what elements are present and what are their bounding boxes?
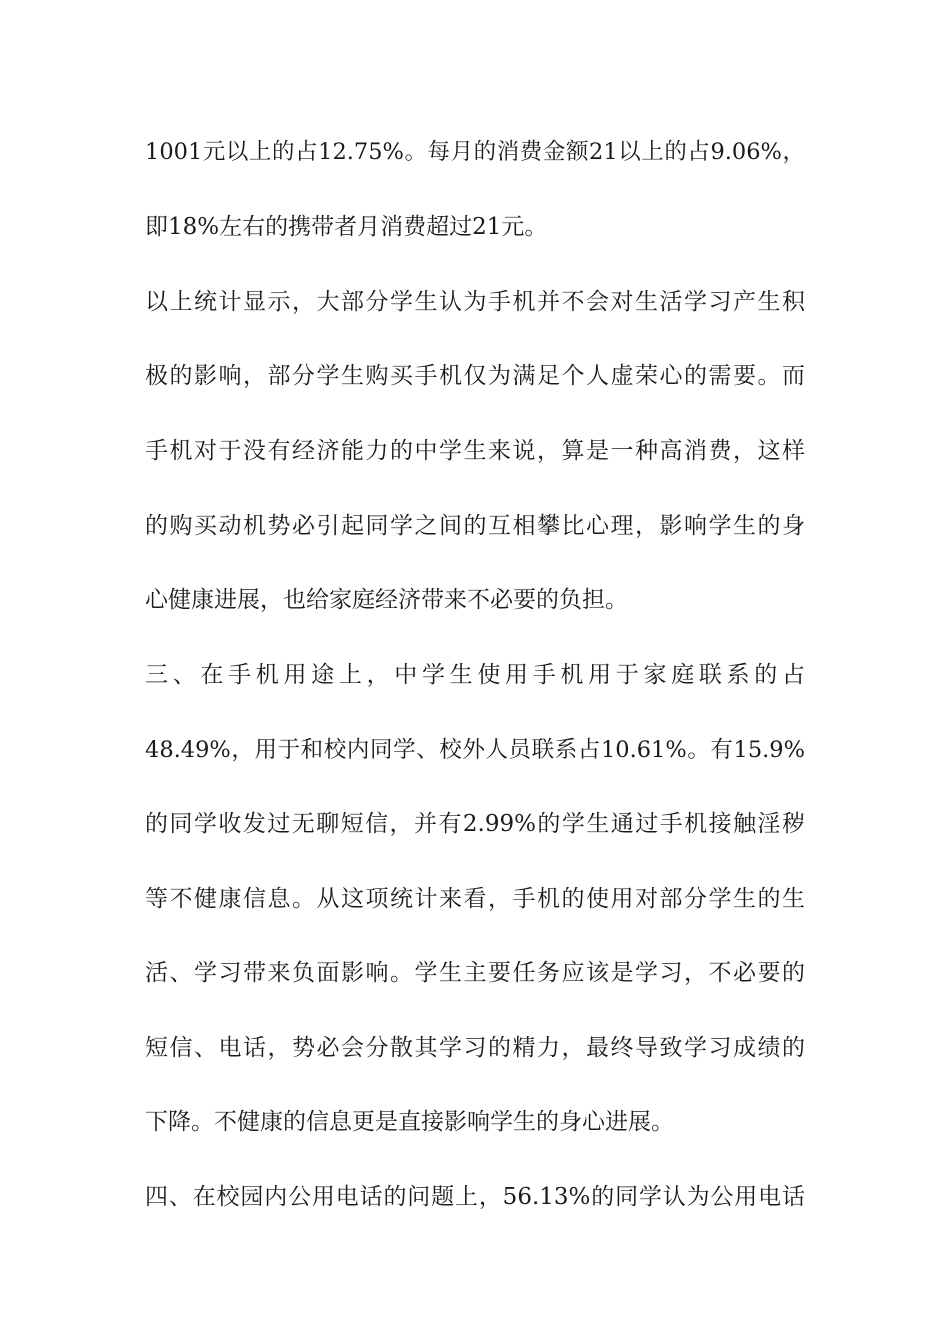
text-line: 1001元以上的占12.75%。每月的消费金额21以上的占9.06%，	[145, 139, 805, 165]
text-line: 下降。不健康的信息更是直接影响学生的身心进展。	[145, 1109, 674, 1135]
text-line: 活、学习带来负面影响。学生主要任务应该是学习，不必要的	[145, 960, 805, 986]
text-line: 三、在手机用途上，中学生使用手机用于家庭联系的占	[145, 662, 805, 688]
text-line: 的同学收发过无聊短信，并有2.99%的学生通过手机接触淫秽	[145, 811, 805, 837]
text-line: 手机对于没有经济能力的中学生来说，算是一种高消费，这样	[145, 438, 805, 464]
text-line: 的购买动机势必引起同学之间的互相攀比心理，影响学生的身	[145, 513, 805, 539]
text-line: 四、在校园内公用电话的问题上，56.13%的同学认为公用电话	[145, 1184, 805, 1210]
text-line: 短信、电话，势必会分散其学习的精力，最终导致学习成绩的	[145, 1035, 805, 1061]
text-line: 以上统计显示，大部分学生认为手机并不会对生活学习产生积	[145, 289, 805, 315]
text-line: 48.49%，用于和校内同学、校外人员联系占10.61%。有15.9%	[145, 737, 805, 763]
text-line: 极的影响，部分学生购买手机仅为满足个人虚荣心的需要。而	[145, 363, 805, 389]
text-line: 心健康进展，也给家庭经济带来不必要的负担。	[145, 587, 628, 613]
text-line: 即18%左右的携带者月消费超过21元。	[145, 214, 548, 240]
text-line: 等不健康信息。从这项统计来看，手机的使用对部分学生的生	[145, 886, 805, 912]
